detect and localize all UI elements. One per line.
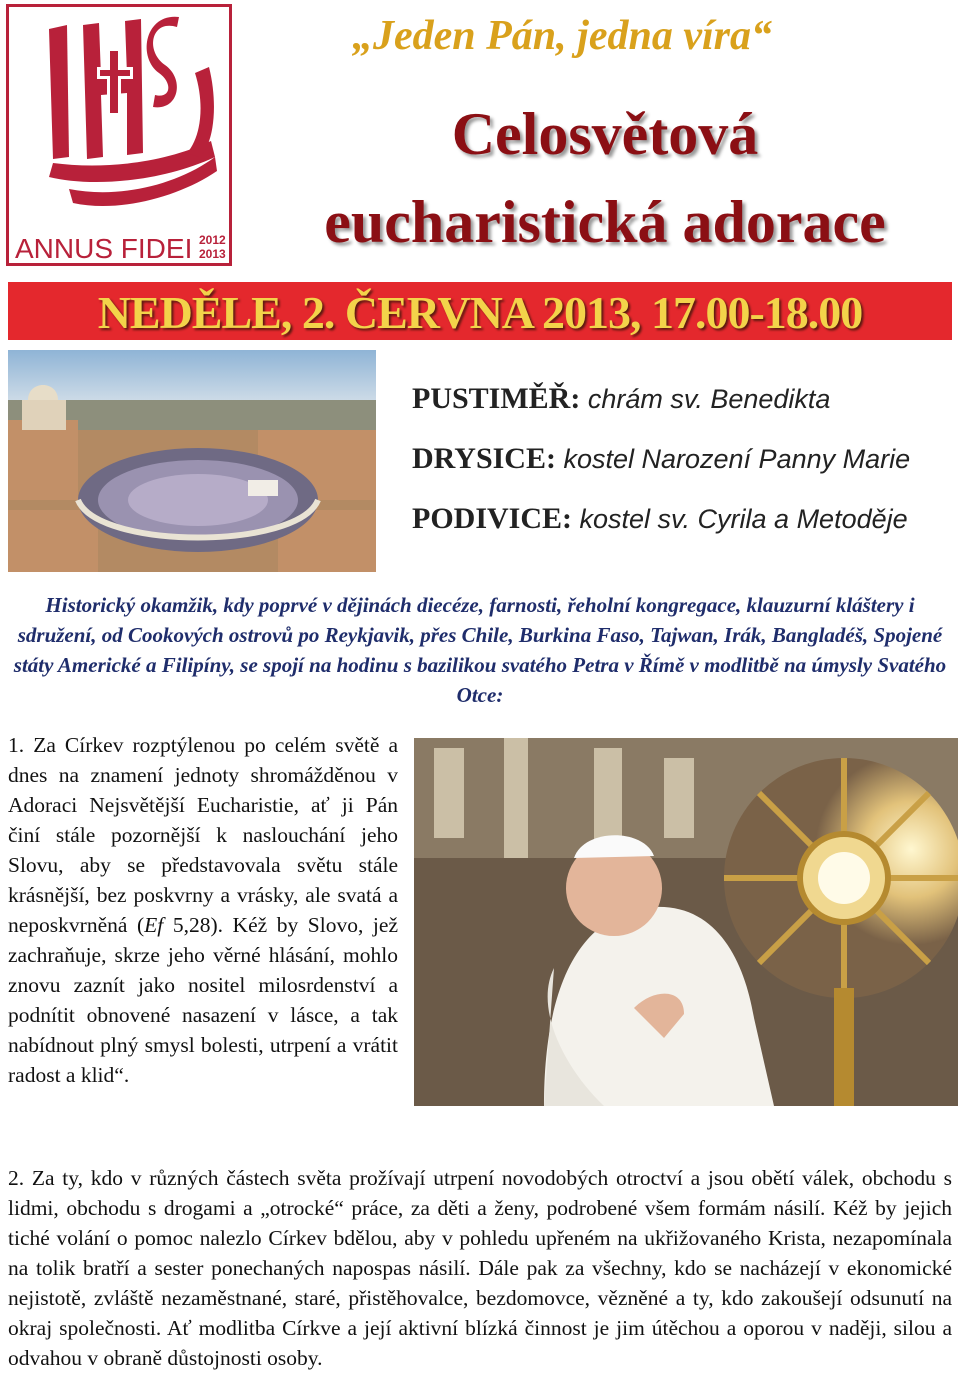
- logo-emblem-icon: [9, 7, 229, 229]
- location-podivice: [412, 502, 908, 536]
- scripture-reference: Ef: [144, 913, 164, 937]
- paragraph-text: 5,28). Kéž by Slovo, jež zachraňuje, skrze jeho věrné hlásání, mohlo znovu zaznít jako nositel milosrdenství a podnítit obnovené nasazení v lásce, a tak nabídnout plný smysl bolesti, utrpení a vrátit radost a klid“.: [8, 913, 398, 1087]
- st-peters-square-photo: [8, 350, 376, 572]
- intro-text: Historický okamžik, kdy poprvé v dějinách diecéze, farnosti, řeholní kongregace, klauzurní kláštery i sdružení, od Cookových ostrovů po Reykjavik, přes Chile, Burkina Faso, Tajwan, Irák, Bangladéš, Spojené státy Americké a Filipíny, se spojí na hodinu s bazilikou svatého Petra v Římě v modlitbě na úmysly Svatého Otce:: [13, 593, 947, 707]
- motto: „Jeden Pán, jedna víra“: [352, 13, 772, 59]
- prayer-intention-1: [8, 730, 398, 1090]
- date-banner: [8, 282, 952, 340]
- location-church: kostel sv. Cyrila a Metoděje: [579, 504, 908, 534]
- logo-year-end: 2013: [199, 247, 226, 261]
- prayer-intention-2: 2. Za ty, kdo v různých částech světa prožívají utrpení novodobých otroctví a jsou obětí válek, obchodu s lidmi, obchodu s drogami a „otrocké“ práce, za děti a ženy, podrobené všem formám násilí. Kéž by jejich tiché volání o pomoc nalezlo Církev bdělou, aby v pohledu upřeném na ukřižovaného Krista, nezapomínala na tolik bratří a sester ponechaných napospas násilí. Dále pak za všechny, kdo se nacházejí v ekonomické nejistotě, zvláště nezaměstnané, staré, přistěhovalce, bezdomovce, vězněné a ty, kdo zakoušejí odsunutí na okraj společnosti. Ať modlitba Církve a její aktivní blízká činnost je jim útěchou a oporou v naději, silou a odvahou v obraně důstojnosti osoby.: [8, 1166, 952, 1370]
- title-line-1: Celosvětová: [451, 101, 759, 167]
- logo-years: [199, 233, 235, 261]
- location-place: PUSTIMĚŘ:: [412, 382, 581, 415]
- date-text: NEDĚLE, 2. ČERVNA 2013, 17.00-18.00: [97, 287, 863, 338]
- pope-adoration-photo: [414, 738, 958, 1106]
- location-place: PODIVICE:: [412, 502, 573, 535]
- annus-fidei-logo: [6, 4, 232, 266]
- location-drysice: [412, 442, 910, 476]
- location-church: kostel Narození Panny Marie: [563, 444, 911, 474]
- logo-text: ANNUS FIDEI: [15, 233, 193, 264]
- location-place: DRYSICE:: [412, 442, 556, 475]
- page-title: [250, 90, 960, 266]
- paragraph-text: 1. Za Církev rozptýlenou po celém světě a dnes na znamení jednoty shromážděnou v Adoraci Nejsvětější Eucharistie, ať ji Pán činí stále pozornější k naslouchání jeho Slovu, aby se představovala světu stále krásnější, bez poskvrny a vrásky, ale svatá a neposkvrněná (: [8, 733, 398, 937]
- location-church: chrám sv. Benedikta: [587, 384, 831, 414]
- title-line-2: eucharistická adorace: [324, 189, 886, 255]
- logo-year-start: 2012: [199, 233, 226, 247]
- location-pustimer: [412, 382, 830, 416]
